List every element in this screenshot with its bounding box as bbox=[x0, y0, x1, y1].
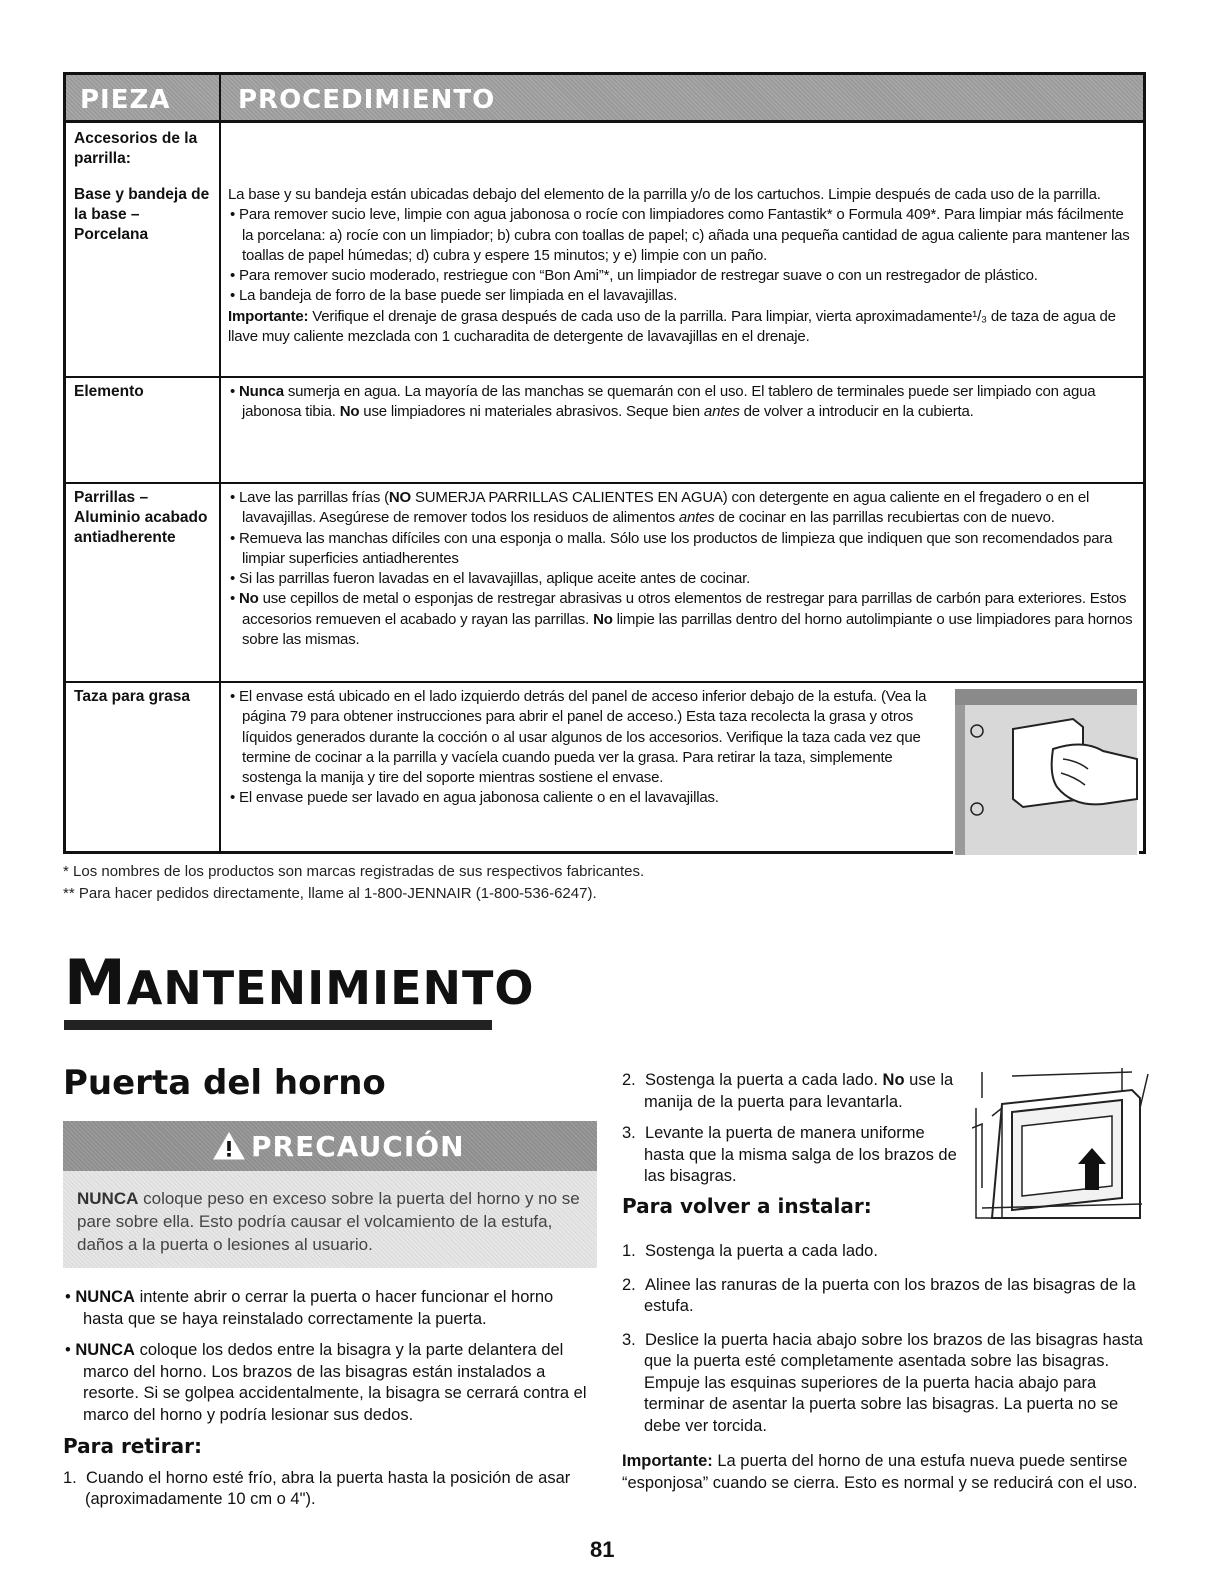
row-parrillas bbox=[66, 482, 1143, 680]
base-intro: La base y su bandeja están ubicadas debajo del elemento de la parrilla y/o de los cartuchos. Limpie después de cada uso de la parrilla. bbox=[228, 186, 1101, 203]
taza-label: Taza para grasa bbox=[74, 688, 191, 705]
taza-bullet-1: • El envase está ubicado en el lado izquierdo detrás del panel de acceso inferior debajo de la estufa. (Vea la página 79 para obtener instrucciones para abrir el panel de acceso.) Esta taza recolecta la grasa y otros líquidos generados durante la cocción o al usar algunos de los accesorios. Verifique la taza cada vez que termine de cocinar a la parrilla y vacíela cuando pueda ver la grasa. Para retirar la taza, simplemente sostenga la manija y tire del soporte mientras sostiene el envase. bbox=[230, 688, 927, 787]
caution-header bbox=[63, 1121, 597, 1171]
table-header bbox=[66, 75, 1143, 123]
page-number: 81 bbox=[590, 1537, 615, 1562]
header-pieza: PIEZA bbox=[80, 85, 171, 115]
row-taza bbox=[66, 681, 1143, 853]
parrillas-bullet-2: • Remueva las manchas difíciles con una esponja o malla. Sólo use los productos de limpieza que indiquen que son recomendados para limpiar superficies antiadherentes bbox=[230, 529, 1113, 567]
oven-door-illustration bbox=[972, 1068, 1150, 1226]
elemento-procedure bbox=[228, 382, 1138, 423]
caution-box bbox=[63, 1121, 597, 1268]
row-accesorios bbox=[66, 125, 1143, 185]
instalar-step-3: 3. Deslice la puerta hacia abajo sobre los brazos de las bisagras hasta que la puerta esté completamente asentada sobre las bisagras. Empuje las esquinas superiores de la puerta hacia abajo para terminar de asentar la puerta sobre las bisagras. La puerta no se debe ver torcida. bbox=[622, 1330, 1143, 1435]
elemento-bullet: • Nunca sumerja en agua. La mayoría de las manchas se quemarán con el uso. El tablero de terminales puede ser limpiado con agua jabonosa tibia. No use limpiadores ni materiales abrasivos. Seque bien antes de volver a introducir en la cubierta. bbox=[230, 383, 1096, 421]
parrillas-bullet-4: • No use cepillos de metal o esponjas de restregar abrasivas u otros elementos de restregar para parrillas de carbón para exteriores. Estos accesorios remueven el acabado y rayan las parrillas. No limpie las parrillas dentro del horno autolimpiante o use limpiadores para hornos sobre las mismas. bbox=[230, 590, 1133, 649]
section-title: Puerta del horno bbox=[63, 1063, 386, 1103]
header-procedimiento: PROCEDIMIENTO bbox=[238, 85, 496, 115]
parrillas-procedure bbox=[228, 488, 1138, 650]
base-bullet-3: • La bandeja de forro de la base puede ser limpiada en el lavavajillas. bbox=[230, 287, 678, 305]
row-base bbox=[66, 181, 1143, 375]
instalar-step-2: 2. Alinee las ranuras de la puerta con los brazos de las bisagras de la estufa. bbox=[622, 1275, 1136, 1315]
warning-triangle-icon bbox=[213, 1131, 245, 1161]
title-underline bbox=[64, 1020, 492, 1030]
caution-title: PRECAUCIÓN bbox=[251, 1130, 465, 1163]
base-importante: Importante: Verifique el drenaje de grasa después de cada uso de la parrilla. Para limpiar, vierta aproximadamente¹/₃ de taza de agua de llave muy caliente mezclada con 1 cucharadita de detergente de lavavajillas en el drenaje. bbox=[228, 307, 1116, 346]
parrillas-bullet-3: • Si las parrillas fueron lavadas en el lavavajillas, aplique aceite antes de cocinar. bbox=[230, 570, 751, 588]
taza-procedure bbox=[228, 687, 948, 809]
retirar-step-1: 1. Cuando el horno esté frío, abra la puerta hasta la posición de asar (aproximadamente 10 cm o 4"). bbox=[63, 1468, 571, 1508]
caution-text: NUNCA coloque peso en exceso sobre la puerta del horno y no se pare sobre ella. Esto podría causar el volcamiento de la estufa, daños a la puerta o lesiones al usuario. bbox=[63, 1171, 597, 1268]
taza-bullet-2: • El envase puede ser lavado en agua jabonosa caliente o en el lavavajillas. bbox=[230, 789, 719, 807]
grease-cup-illustration bbox=[953, 689, 1139, 859]
retirar-heading: Para retirar: bbox=[63, 1434, 203, 1458]
base-label: Base y bandeja de la base – Porcelana bbox=[74, 186, 210, 243]
elemento-label: Elemento bbox=[74, 383, 144, 400]
left-bullet-2: • NUNCA coloque los dedos entre la bisagra y la parte delantera del marco del horno. Los brazos de las bisagras están instalados a resorte. Si se golpea accidentalmente, la bisagra se cerrará contra el marco del horno y podría lesionar sus dedos. bbox=[65, 1341, 587, 1424]
row-elemento bbox=[66, 376, 1143, 482]
instalar-heading: Para volver a instalar: bbox=[622, 1193, 872, 1218]
footnote-1: * Los nombres de los productos son marcas registradas de sus respectivos fabricantes. bbox=[63, 863, 645, 880]
base-procedure bbox=[228, 185, 1138, 347]
page-title: MANTENIMIENTO bbox=[64, 946, 535, 1019]
accesorios-label: Accesorios de la parrilla: bbox=[74, 130, 198, 167]
retirar-step-2: 2. Sostenga la puerta a cada lado. No use la manija de la puerta para levantarla. bbox=[622, 1071, 954, 1111]
footnote-2: ** Para hacer pedidos directamente, llame al 1-800-JENNAIR (1-800-536-6247). bbox=[63, 885, 597, 902]
instalar-step-1: 1. Sostenga la puerta a cada lado. bbox=[622, 1242, 878, 1260]
left-column bbox=[63, 1287, 593, 1511]
parrillas-label: Parrillas – Aluminio acabado antiadherente bbox=[74, 489, 208, 546]
base-bullet-2: • Para remover sucio moderado, restriegue con “Bon Ami”*, un limpiador de restregar suave o con un restregador de plástico. bbox=[230, 267, 1038, 285]
right-column-bottom bbox=[622, 1241, 1152, 1494]
retirar-step-3: 3. Levante la puerta de manera uniforme hasta que la misma salga de los brazos de las bisagras. bbox=[622, 1124, 957, 1185]
base-bullet-1: • Para remover sucio leve, limpie con agua jabonosa o rocíe con limpiadores como Fantastik* o Formula 409*. Para limpiar más fácilmente la porcelana: a) rocíe con un limpiador; b) cubra con toallas de papel; c) añada una pequeña cantidad de agua caliente para mantener las toallas de papel húmedas; d) cubra y espere 15 minutos; y e) limpie con un paño. bbox=[230, 206, 1130, 264]
parrillas-bullet-1: • Lave las parrillas frías (NO SUMERJA PARRILLAS CALIENTES EN AGUA) con detergente en agua caliente en el fregadero o en el lavavajillas. Asegúrese de remover todos los residuos de alimentos antes de cocinar en las parrillas recubiertas con de nuevo. bbox=[230, 489, 1090, 527]
left-bullet-1: • NUNCA intente abrir o cerrar la puerta o hacer funcionar el horno hasta que se haya reinstalado correctamente la puerta. bbox=[65, 1288, 554, 1328]
cleaning-table bbox=[63, 72, 1146, 854]
right-column-top bbox=[622, 1070, 957, 1217]
door-importante: Importante: La puerta del horno de una estufa nueva puede sentirse “esponjosa” cuando se cierra. Esto es normal y se reducirá con el uso. bbox=[622, 1452, 1138, 1492]
